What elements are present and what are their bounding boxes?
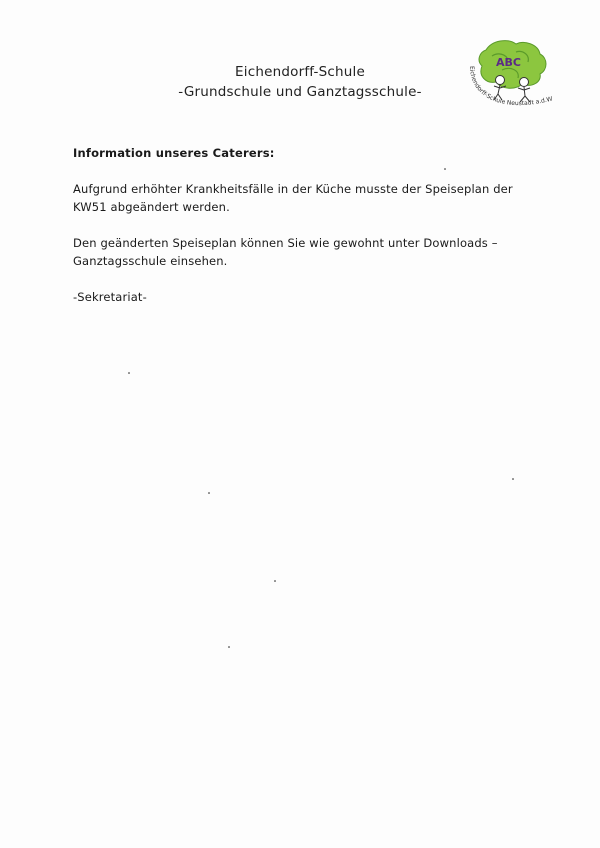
logo-letters: ABC	[496, 56, 521, 69]
school-name: Eichendorff-Schule	[235, 64, 365, 80]
logo-caption: Eichendorff-Schule Neustadt a.d.W	[467, 65, 553, 108]
school-subtitle: -Grundschule und Ganztagsschule-	[178, 84, 422, 100]
scan-speck	[208, 492, 210, 494]
signature: -Sekretariat-	[73, 290, 147, 304]
scan-speck	[444, 168, 446, 170]
paragraph-downloads: Den geänderten Speiseplan können Sie wie gewohnt unter Downloads – Ganztagsschule einsehen.	[73, 236, 498, 268]
school-logo	[462, 36, 560, 116]
paragraph-menu-change: Aufgrund erhöhter Krankheitsfälle in der Küche musste der Speiseplan der KW51 abgeändert werden.	[73, 182, 513, 214]
scan-speck	[274, 580, 276, 582]
letter-body	[73, 146, 543, 324]
scan-speck	[128, 372, 130, 374]
caterer-heading: Information unseres Caterers:	[73, 146, 275, 160]
scan-speck	[512, 478, 514, 480]
scan-speck	[228, 646, 230, 648]
